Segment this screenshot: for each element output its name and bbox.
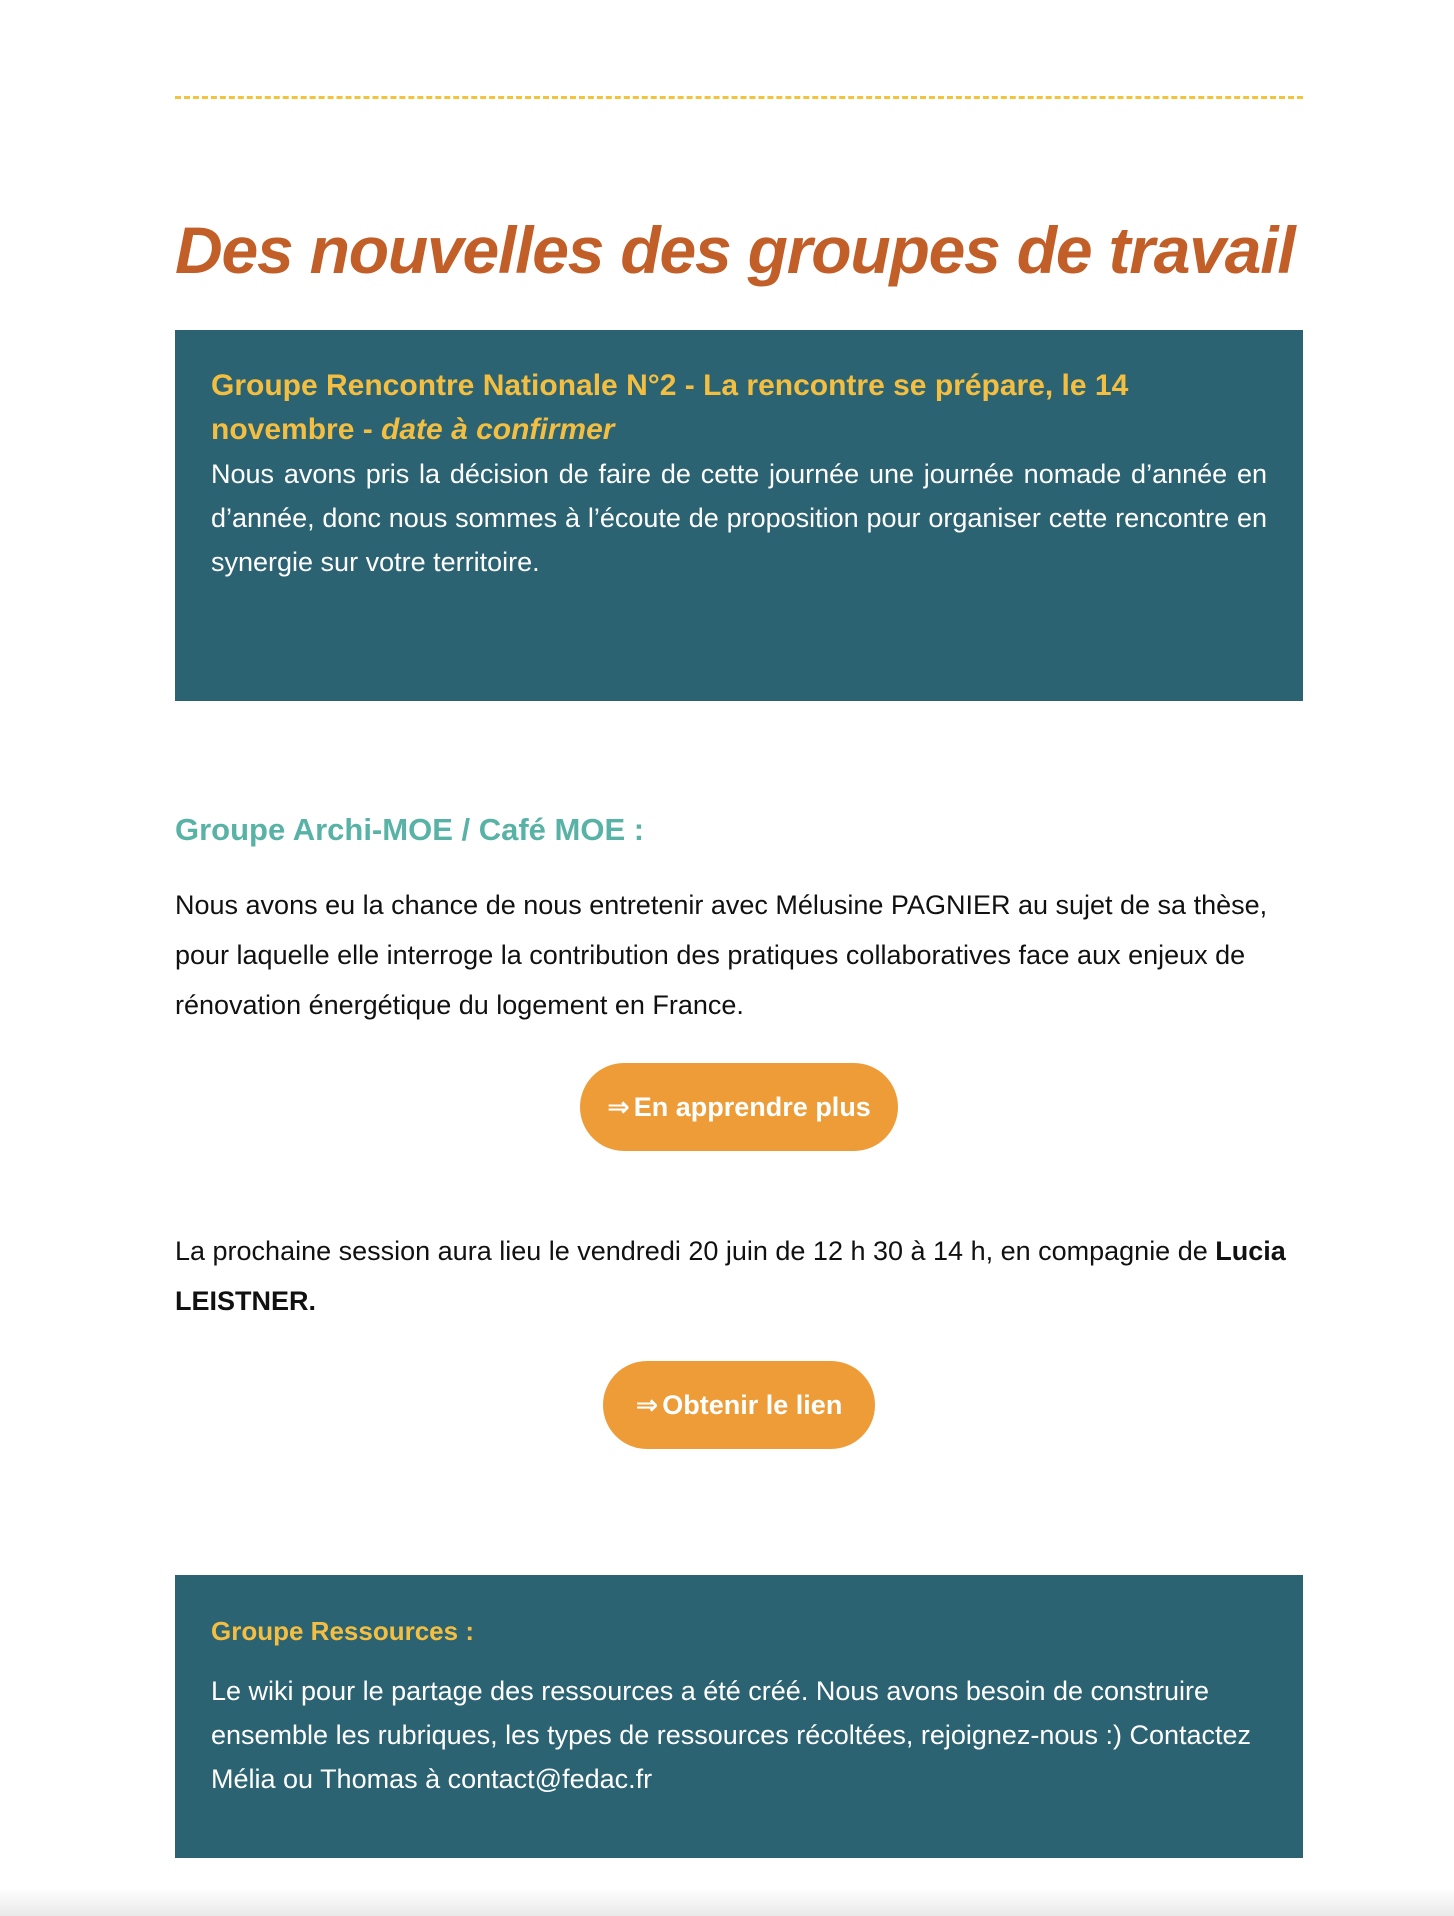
get-link-label: Obtenir le lien — [662, 1390, 843, 1420]
arrow-right-icon: ⇒ — [635, 1390, 659, 1420]
next-session-text — [175, 1226, 1303, 1326]
dashed-divider — [175, 96, 1303, 99]
section-title: Des nouvelles des groupes de travail — [175, 213, 1295, 287]
ressources-heading: Groupe Ressources : — [211, 1616, 474, 1646]
get-link-button[interactable] — [603, 1361, 875, 1449]
rencontre-heading — [211, 364, 1267, 452]
rencontre-heading-text: Groupe Rencontre Nationale N°2 - La rencontre se prépare, le 14 novembre - — [211, 369, 1129, 446]
arrow-right-icon: ⇒ — [607, 1092, 630, 1122]
archi-moe-title: Groupe Archi-MOE / Café MOE : — [175, 812, 645, 847]
next-session-guest: Lucia LEISTNER. — [175, 1236, 1286, 1316]
learn-more-label: En apprendre plus — [633, 1092, 871, 1122]
ressources-text: Le wiki pour le partage des ressources a été créé. Nous avons besoin de construire ensemble les rubriques, les types de ressources récoltées, rejoignez-nous :) Contactez Mélia ou Thomas à contact@fedac.fr — [211, 1676, 1252, 1794]
next-session-description: La prochaine session aura lieu le vendredi 20 juin de 12 h 30 à 14 h, en compagnie de — [175, 1236, 1216, 1266]
rencontre-text: Nous avons pris la décision de faire de cette journée une journée nomade d’année en d’année, donc nous sommes à l’écoute de proposition pour organiser cette rencontre en synergie sur votre territoire. — [211, 459, 1267, 577]
ressources-block — [175, 1575, 1303, 1858]
learn-more-button[interactable] — [580, 1063, 898, 1151]
archi-moe-text: Nous avons eu la chance de nous entretenir avec Mélusine PAGNIER au sujet de sa thèse, pour laquelle elle interroge la contribution des pratiques collaboratives face aux enjeux de rénovation énergétique du logement en France. — [175, 890, 1268, 1020]
bottom-fade — [0, 1888, 1454, 1916]
rencontre-heading-date-note: date à confirmer — [381, 413, 615, 446]
rencontre-nationale-block — [175, 330, 1303, 701]
